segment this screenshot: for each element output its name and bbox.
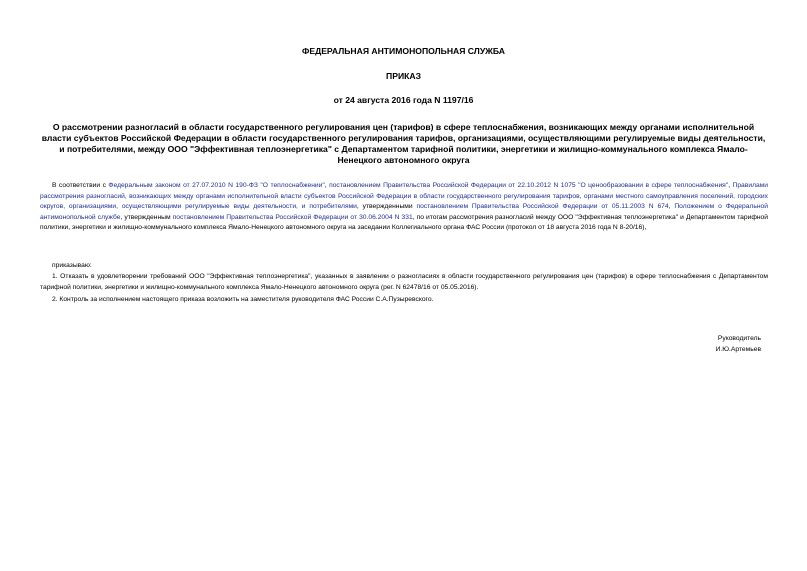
- preamble-text: , утвержденным: [120, 213, 173, 221]
- orders-label: приказываю:: [52, 262, 92, 269]
- preamble-text: ,: [324, 182, 330, 189]
- preamble-text: , по итогам рассмотрения разногласий между ООО "Эффективная теплоэнергетика" и Департаментом тарифной политики, энергетики и жилищно-коммунального комплекса Ямало-Ненецкого автономного округа на заседании Коллегиального органа ФАС России (протокол от 18 августа 2016 года N 8-20/16),: [40, 213, 769, 232]
- resolution-link-674[interactable]: постановлением Правительства Российской Федерации от 05.11.2003 N 674: [416, 203, 669, 211]
- preamble-text: ,: [668, 203, 675, 211]
- document-title: О рассмотрении разногласий в области государственного регулирования цен (тарифов) в сфере теплоснабжения, возникающих между органами исполнительной власти субъектов Российской Федерации в области государственного регулирования тарифов, организациями, осуществляющими регулируемые виды деятельности, и потребителями, между ООО "Эффективная теплоэнергетика" с Департаментом тарифной политики, энергетики и жилищно-коммунального комплекса Ямало-Ненецкого автономного округа: [41, 122, 766, 165]
- document-date: от 24 августа 2016 года N 1197/16: [333, 95, 474, 105]
- resolution-link-1075[interactable]: постановлением Правительства Российской Федерации от 22.10.2012 N 1075 "О ценообразовании в сфере теплоснабжения": [329, 182, 729, 189]
- regulation-fas-link[interactable]: Положением о Федеральной антимонопольной службе: [40, 203, 768, 221]
- preamble-text: В соответствии с: [52, 182, 109, 189]
- preamble-text: , утвержденными: [356, 203, 417, 211]
- preamble-text: ,: [728, 182, 733, 189]
- order-item-2: 2. Контроль за исполнением настоящего приказа возложить на заместителя руководителя ФАС России С.А.Пузыревского.: [52, 296, 434, 303]
- preamble-paragraph: [40, 181, 768, 234]
- signature-title: Руководитель: [717, 335, 761, 342]
- rules-link[interactable]: Правилами рассмотрения разногласий, возникающих между органами исполнительной власти субъектов Российской Федерации в области государственного регулирования тарифов, органами местного самоуправления поселений, городских округов, организациями, осуществляющими регулируемые виды деятельности, и потребителями: [40, 182, 769, 211]
- signature-name: И.Ю.Артемьев: [715, 346, 761, 353]
- document-type: ПРИКАЗ: [386, 71, 421, 81]
- order-item-1: 1. Отказать в удовлетворении требований ООО "Эффективная теплоэнергетика", указанных в заявлении о разногласиях в области государственного регулирования цен (тарифов) в сфере теплоснабжения с Департаментом тарифной политики, энергетики и жилищно-коммунального комплекса Ямало-Ненецкого автономного округа (рег. N 62478/16 от 05.05.2016).: [40, 273, 768, 291]
- agency-name: ФЕДЕРАЛЬНАЯ АНТИМОНОПОЛЬНАЯ СЛУЖБА: [302, 46, 505, 56]
- law-link-190fz[interactable]: Федеральным законом от 27.07.2010 N 190-ФЗ "О теплоснабжении": [108, 182, 325, 189]
- resolution-link-331[interactable]: постановлением Правительства Российской Федерации от 30.06.2004 N 331: [172, 213, 413, 221]
